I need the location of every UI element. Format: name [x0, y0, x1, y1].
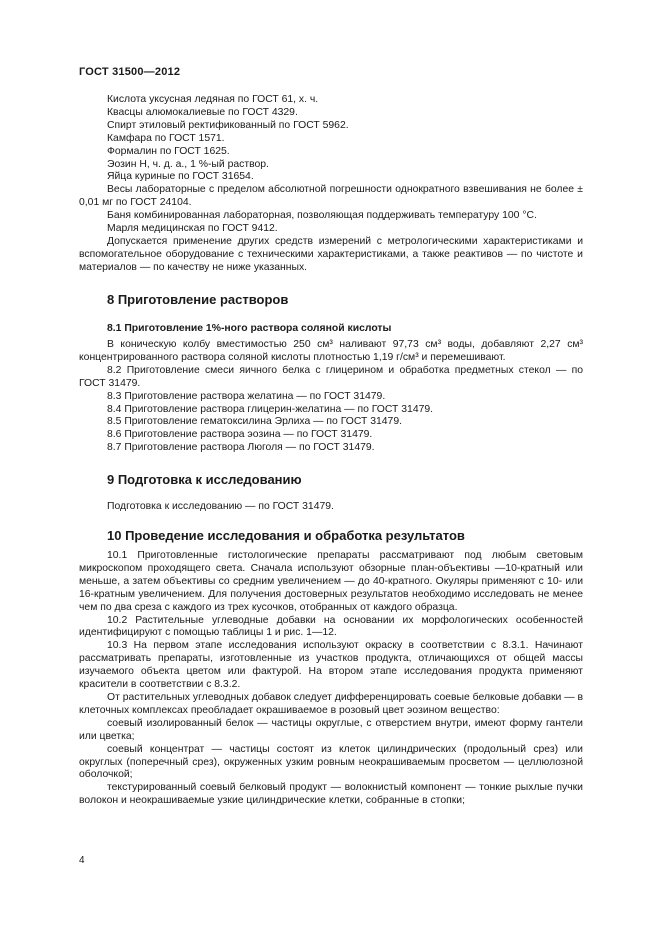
section-10-paragraph: От растительных углеводных добавок следует дифференцировать соевые белковые добавки — в клеточных комплексах преобладает окрашиваемое в розовый цвет эозином вещество:	[79, 691, 583, 716]
section-8-1-title: 8.1 Приготовление 1%-ного раствора соляной кислоты	[107, 323, 392, 334]
section-10-paragraph: 10.2 Растительные углеводные добавки на основании их морфологических особенностей идентифицируют с помощью таблицы 1 и рис. 1—12.	[79, 614, 583, 639]
equipment-item: Марля медицинская по ГОСТ 9412.	[107, 223, 278, 235]
section-8-item: 8.3 Приготовление раствора желатина — по ГОСТ 31479.	[107, 390, 386, 402]
reagent-item: Формалин по ГОСТ 1625.	[107, 145, 230, 157]
section-8-item: 8.6 Приготовление раствора эозина — по ГОСТ 31479.	[107, 429, 373, 441]
reagent-item: Кислота уксусная ледяная по ГОСТ 61, х. ч.	[107, 94, 319, 105]
section-10-paragraph: соевый изолированный белок — частицы округлые, с отверстием внутри, имеют форму гантели или цветка;	[79, 717, 583, 742]
reagent-item: Камфара по ГОСТ 1571.	[107, 132, 225, 144]
equipment-item: Весы лабораторные с пределом абсолютной погрешности однократного взвешивания не более ± 0,01 мг по ГОСТ 24104.	[79, 184, 583, 209]
reagent-item: Яйца куриные по ГОСТ 31654.	[107, 171, 254, 183]
section-8-1-text: В коническую колбу вместимостью 250 см³ наливают 97,73 см³ воды, добавляют 2,27 см³ концентрированного раствора соляной кислоты плотностью 1,19 г/см³ и перемешивают.	[79, 339, 583, 363]
substitution-note: Допускается применение других средств измерений с метрологическими характеристиками и вспомогательное оборудование с техническими характеристиками, а также реактивов — по чистоте и материалов — по качеству не ниже указанных.	[79, 235, 583, 273]
page-number: 4	[79, 855, 85, 866]
section-9-title: 9 Подготовка к исследованию	[107, 472, 302, 487]
reagents-list	[79, 94, 583, 275]
section-10-paragraph: 10.3 На первом этапе исследования используют окраску в соответствии с 8.3.1. Начинают рассматривать препараты, изготовленные из участков продукта, отличающихся от общей массы изучаемого объекта цветом или фактурой. На втором этапе исследования продукта применяют красители в соответствии с 8.3.2.	[79, 640, 583, 691]
section-8-item: 8.7 Приготовление раствора Люголя — по ГОСТ 31479.	[107, 442, 375, 454]
section-10-paragraph: соевый концентрат — частицы состоят из клеток цилиндрических (продольный срез) или округлых (поперечный срез), окруженных узким ровным неокрашиваемым просветом — целлюлозной оболочкой;	[79, 743, 583, 781]
reagent-item: Квасцы алюмокалиевые по ГОСТ 4329.	[107, 106, 298, 118]
section-8-title: 8 Приготовление растворов	[107, 292, 289, 307]
reagent-item: Эозин Н, ч. д. а., 1 %-ый раствор.	[107, 158, 269, 170]
section-10-body	[79, 550, 583, 808]
section-8-item: 8.4 Приготовление раствора глицерин-желатина — по ГОСТ 31479.	[107, 403, 434, 415]
reagent-item: Спирт этиловый ректификованный по ГОСТ 5962.	[107, 119, 349, 131]
section-8-item: 8.2 Приготовление смеси яичного белка с глицерином и обработка предметных стекол — по ГОСТ 31479.	[79, 364, 583, 389]
equipment-item: Баня комбинированная лабораторная, позволяющая поддерживать температуру 100 °С.	[107, 210, 537, 222]
section-8-item: 8.5 Приготовление гематоксилина Эрлиха — по ГОСТ 31479.	[107, 416, 403, 428]
section-9-text: Подготовка к исследованию — по ГОСТ 31479.	[107, 501, 334, 512]
standard-header: ГОСТ 31500—2012	[79, 66, 181, 78]
section-10-title: 10 Проведение исследования и обработка результатов	[107, 528, 465, 543]
section-9-body	[79, 501, 583, 514]
section-10-paragraph: 10.1 Приготовленные гистологические препараты рассматривают под любым световым микроскопом проходящего света. Сначала используют обзорные план-объективы —10-кратный или меньше, а затем объективы со средним увеличением — до 40-кратного. Окуляры применяют с 10- или 16-кратным увеличением. Для получения достоверных результатов необходимо исследовать не менее чем по два среза с каждого из трех кусочков, отобранных от каждого образца.	[79, 550, 583, 613]
section-8-body	[79, 339, 583, 455]
section-10-paragraph: текстурированный соевый белковый продукт — волокнистый компонент — тонкие рыхлые пучки волокон и неокрашиваемые узкие цилиндрические клетки, собранные в стопки;	[79, 782, 583, 807]
